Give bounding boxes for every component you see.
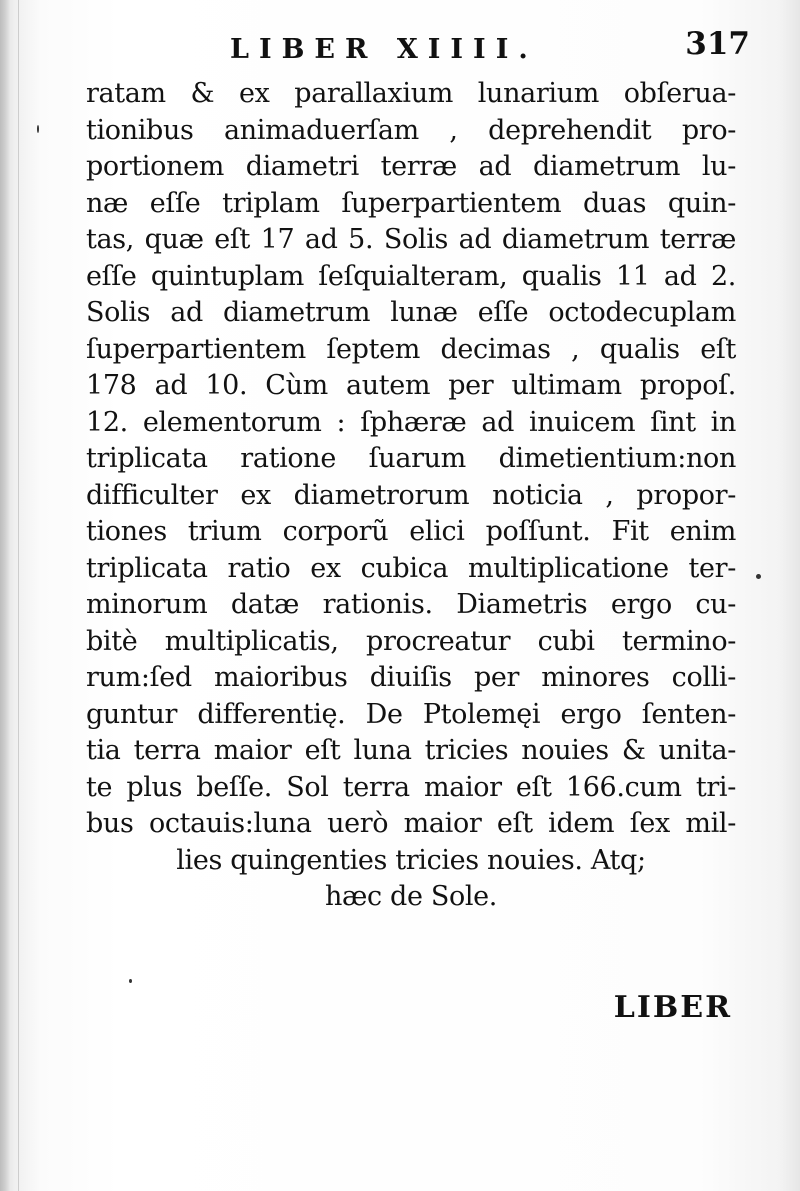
text-line: ratam & ex parallaxium lunarium obſerua-	[86, 78, 736, 109]
text-line: portionem diametri terræ ad diametrum lu-	[86, 151, 736, 182]
closing-line: lies quingenties tricies nouies. Atq;	[176, 844, 646, 876]
text-line: rum:ſed maioribus diuiſis per minores colli-	[86, 662, 736, 693]
page-number: 317	[685, 26, 750, 62]
closing-line: hæc de Sole.	[324, 881, 498, 912]
text-line: 178 ad 10. Cùm autem per ultimam propoſ.	[86, 370, 736, 401]
ink-speck	[756, 574, 761, 579]
spine-shadow	[0, 0, 10, 1191]
ink-speck	[129, 979, 132, 983]
text-line: te plus beſſe. Sol terra maior eſt 166.cum tri-	[86, 771, 736, 803]
text-line: triplicata ratione ſuarum dimetientium:non	[86, 443, 736, 474]
text-line: bitè multiplicatis, procreatur cubi termino-	[86, 625, 736, 657]
catchword: LIBER	[613, 990, 732, 1025]
page-crease	[18, 0, 19, 1191]
text-line: tia terra maior eſt luna tricies nouies & unita-	[86, 735, 736, 766]
text-line: eſſe quintuplam ſeſquialteram, qualis 11 ad 2.	[86, 260, 736, 292]
text-line: ſuperpartientem ſeptem decimas , qualis eſt	[86, 333, 736, 365]
running-head: LIBER XIIII.	[230, 34, 538, 65]
page-header	[230, 26, 750, 70]
text-line: tiones trium corporũ elici poſſunt. Fit enim	[86, 516, 736, 547]
text-line: 12. elementorum : ſphæræ ad inuicem ſint in	[86, 406, 736, 438]
text-line: næ eſſe triplam ſuperpartientem duas quin-	[86, 187, 736, 219]
text-line: bus octauis:luna uerò maior eſt idem ſex mil-	[86, 808, 736, 839]
text-line: difficulter ex diametrorum noticia , propor-	[86, 479, 736, 511]
text-line: triplicata ratio ex cubica multiplicatione ter-	[86, 552, 736, 584]
text-line: guntur differentię. De Ptolemęi ergo ſenten-	[86, 698, 736, 730]
text-line: tionibus animaduerſam , deprehendit pro-	[86, 114, 736, 146]
text-block	[86, 76, 736, 916]
text-line: minorum datæ rationis. Diametris ergo cu-	[86, 589, 736, 620]
ink-speck	[37, 125, 39, 133]
text-line: Solis ad diametrum lunæ eſſe octodecuplam	[86, 297, 736, 328]
text-line: tas, quæ eſt 17 ad 5. Solis ad diametrum terræ	[86, 224, 736, 255]
